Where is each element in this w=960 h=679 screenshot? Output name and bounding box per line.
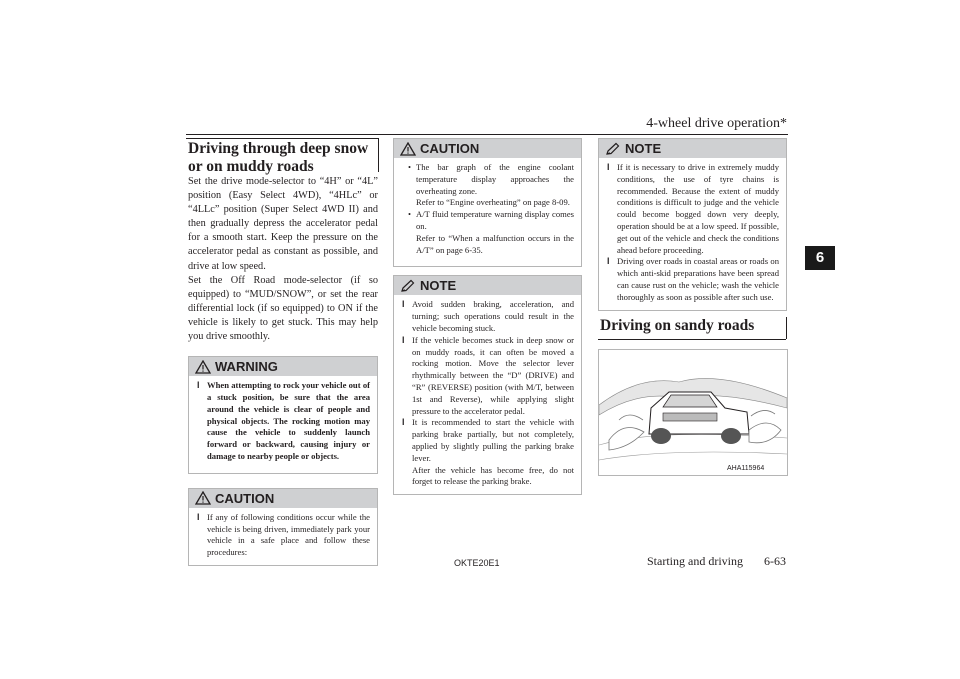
caution-header [189,489,377,508]
list-item: • The bar graph of the engine coolant temperature display approaches the overheating zone. [408,162,574,196]
footer-section: Starting and driving [647,554,743,568]
list-item: l Avoid sudden braking, acceleration, and turning; such operations could result in the vehicle becoming stuck. [402,299,574,333]
section-title-deep-snow: Driving through deep snow or on muddy roads [188,140,369,175]
body-paragraph: Set the drive mode-selector to “4H” or “4L” position (Easy Select 4WD), “4HLc” or “4LLc” position (Super Select 4WD II) and then gradually depress the accelerator pedal for a smooth start. Keep the pressure on the accelerator pedal as constant as possible, and drive at low speed. [188,176,378,272]
header-rule [186,134,788,135]
figure-code: AHA115964 [727,465,765,472]
note-label: NOTE [420,278,457,294]
section-title-sandy-roads: Driving on sandy roads [600,317,755,334]
chapter-tab: 6 [805,246,835,270]
section-rule-side [786,317,787,339]
list-item: l If any of following conditions occur while the vehicle is being driven, immediately park your vehicle in a safe place and follow these procedures: [197,511,370,558]
column-3 [598,138,787,311]
caution-header [394,139,581,158]
page-number: 6-63 [764,554,786,568]
footer-code: OKTE20E1 [454,558,500,568]
caution-box [188,488,378,566]
list-item: • A/T fluid temperature warning display comes on. [408,209,574,231]
caution-box-continued [393,138,582,267]
list-item: l It is recommended to start the vehicle with parking brake partially, but not completely, applied by slightly pulling the parking brake lever. [402,417,574,463]
warning-header [189,357,377,376]
caution-icon [195,491,211,505]
note-box [393,275,582,495]
warning-label: WARNING [215,359,278,375]
column-1 [188,175,378,566]
list-item: l Driving over roads in coastal areas or roads on which anti-skid preparations have been spread can cause rust on the vehicle; wash the vehicle thoroughly as soon as possible after such use. [607,256,779,302]
caution-label: CAUTION [215,490,275,506]
note-pencil-icon [400,279,416,293]
caution-label: CAUTION [420,141,480,156]
note-pencil-icon [605,142,621,156]
list-item: l When attempting to rock your vehicle out of a stuck position, be sure that the area around the vehicle is clear of people and physical objects. The rocking motion may cause the vehicle to suddenly launch forward or backward, causing injury or damage to nearby people or objects. [197,380,370,461]
warning-box [188,356,378,474]
sandy-road-illustration [598,349,788,476]
list-item: l If the vehicle becomes stuck in deep snow or on muddy roads, it can often be moved a rocking motion. Move the selector lever rhythmically between the “D” (DRIVE) and “R” (REVERSE) position (with M/T, between 1st and Reverse), while applying slight pressure to the accelerator pedal. [402,334,574,416]
note-label: NOTE [625,141,662,156]
note-header [599,139,786,158]
list-item-continuation: After the vehicle has become free, do not forget to release the parking brake. [412,464,574,487]
reference-text: Refer to “When a malfunction occurs in the A/T” on page 6-35. [416,232,574,255]
caution-icon [400,142,416,156]
list-item: l If it is necessary to drive in extremely muddy conditions, the use of tyre chains is recommended. Because the extent of muddy conditions is difficult to judge and the vehicle could become bogged down very deeply, operation should be at a low speed. If possible, get out of the vehicle and check the conditions ahead before proceeding. [607,162,779,255]
warning-icon [195,360,211,374]
running-header: 4-wheel drive operation* [646,116,787,131]
note-header [394,276,581,295]
section-rule [598,339,786,340]
body-paragraph: Set the Off Road mode-selector (if so equipped) to “MUD/SNOW”, or set the rear differential lock (if so equipped) to ON if the vehicle is likely to get stuck. This may help you drive smoothly. [188,274,378,343]
column-2 [393,138,582,495]
note-box [598,138,787,311]
reference-text: Refer to “Engine overheating” on page 8-09. [416,197,570,208]
vehicle-sand-drawing [599,350,787,475]
